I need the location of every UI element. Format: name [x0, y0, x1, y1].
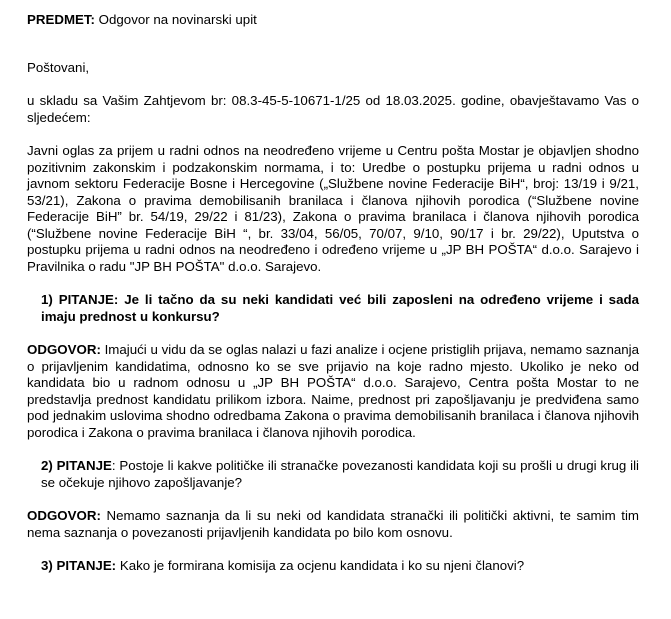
intro-paragraph: u skladu sa Vašim Zahtjevom br: 08.3-45-5-10671-1/25 od 18.03.2025. godine, obavještavamo Vas o sljedećem:	[27, 93, 639, 125]
question-2-text: : Postoje li kakve političke ili stranačke povezanosti kandidata koji su prošli u drugi krug ili se očekuje njihovo zapošljavanje?	[41, 458, 640, 490]
question-1-text: Je li tačno da su neki kandidati već bili zaposleni na određeno vrijeme i sada imaju prednost u konkursu?	[41, 292, 639, 324]
answer-2-label: ODGOVOR:	[27, 508, 101, 523]
question-1-label: 1) PITANJE:	[41, 292, 119, 307]
question-3	[27, 558, 639, 575]
letter-page	[27, 12, 639, 592]
question-3-text: Kako je formirana komisija za ocjenu kandidata i ko su njeni članovi?	[116, 558, 525, 573]
answer-2-text: Nemamo saznanja da li su neki od kandidata stranački ili politički aktivni, te samim tim nema saznanja o povezanosti prijavljenih kandidata po bilo kom osnovu.	[27, 508, 639, 540]
question-2	[27, 458, 639, 491]
subject-label: PREDMET:	[27, 12, 95, 27]
answer-1-label: ODGOVOR:	[27, 342, 101, 357]
legal-basis-paragraph: Javni oglas za prijem u radni odnos na neodređeno vrijeme u Centru pošta Mostar je objavljen shodno pozitivnim zakonskim i podzakonskim normama, i to: Uredbe o postupku prijema u radni odnos u javnom sektoru Federacije Bosne i Hercegovine („Službene novine Federacije BiH“, broj: 13/19 i 9/21, 53/21), Zakona o pravima demobilisanih branilaca i članova njihovih porodica (“Službene novine Federacije BiH” br. 54/19, 29/22 i 81/23), Zakona o pravima branilaca i članova njihovih porodica (“Službene novine Federacije BiH “, br. 33/04, 56/05, 70/07, 9/10, 90/17 i br. 29/22), Uputstva o postupku prijema u radni odnos na neodređeno i određeno vrijeme u „JP BH POŠTA“ d.o.o. Sarajevo i Pravilnika o radu "JP BH POŠTA" d.o.o. Sarajevo.	[27, 143, 639, 274]
question-1	[27, 292, 639, 325]
subject-line	[27, 12, 639, 29]
answer-2	[27, 508, 639, 541]
answer-1-text: Imajući u vidu da se oglas nalazi u fazi analize i ocjene pristiglih prijava, nemamo saznanja o prijavljenim kandidatima, odnosno ko se sve prijavio na koje radno mjesto. Ukoliko je neko od kandidata bio u radnom odnosu u „JP BH POŠTA“ d.o.o. Sarajevo, Centra pošta Mostar to ne predstavlja prednost kandidatu prilikom izbora. Naime, prednost pri zapošljavanju je predviđena samo pod jednakim uslovima shodno odredbama Zakona o pravima demobilisanih branilaca i članova njihovih porodica i Zakona o pravima branilaca i članova njihovih porodica.	[27, 342, 639, 440]
greeting: Poštovani,	[27, 59, 90, 75]
answer-1	[27, 342, 639, 441]
subject-text: Odgovor na novinarski upit	[94, 12, 257, 27]
question-3-label: 3) PITANJE:	[41, 558, 117, 573]
question-2-label: 2) PITANJE	[41, 458, 112, 473]
